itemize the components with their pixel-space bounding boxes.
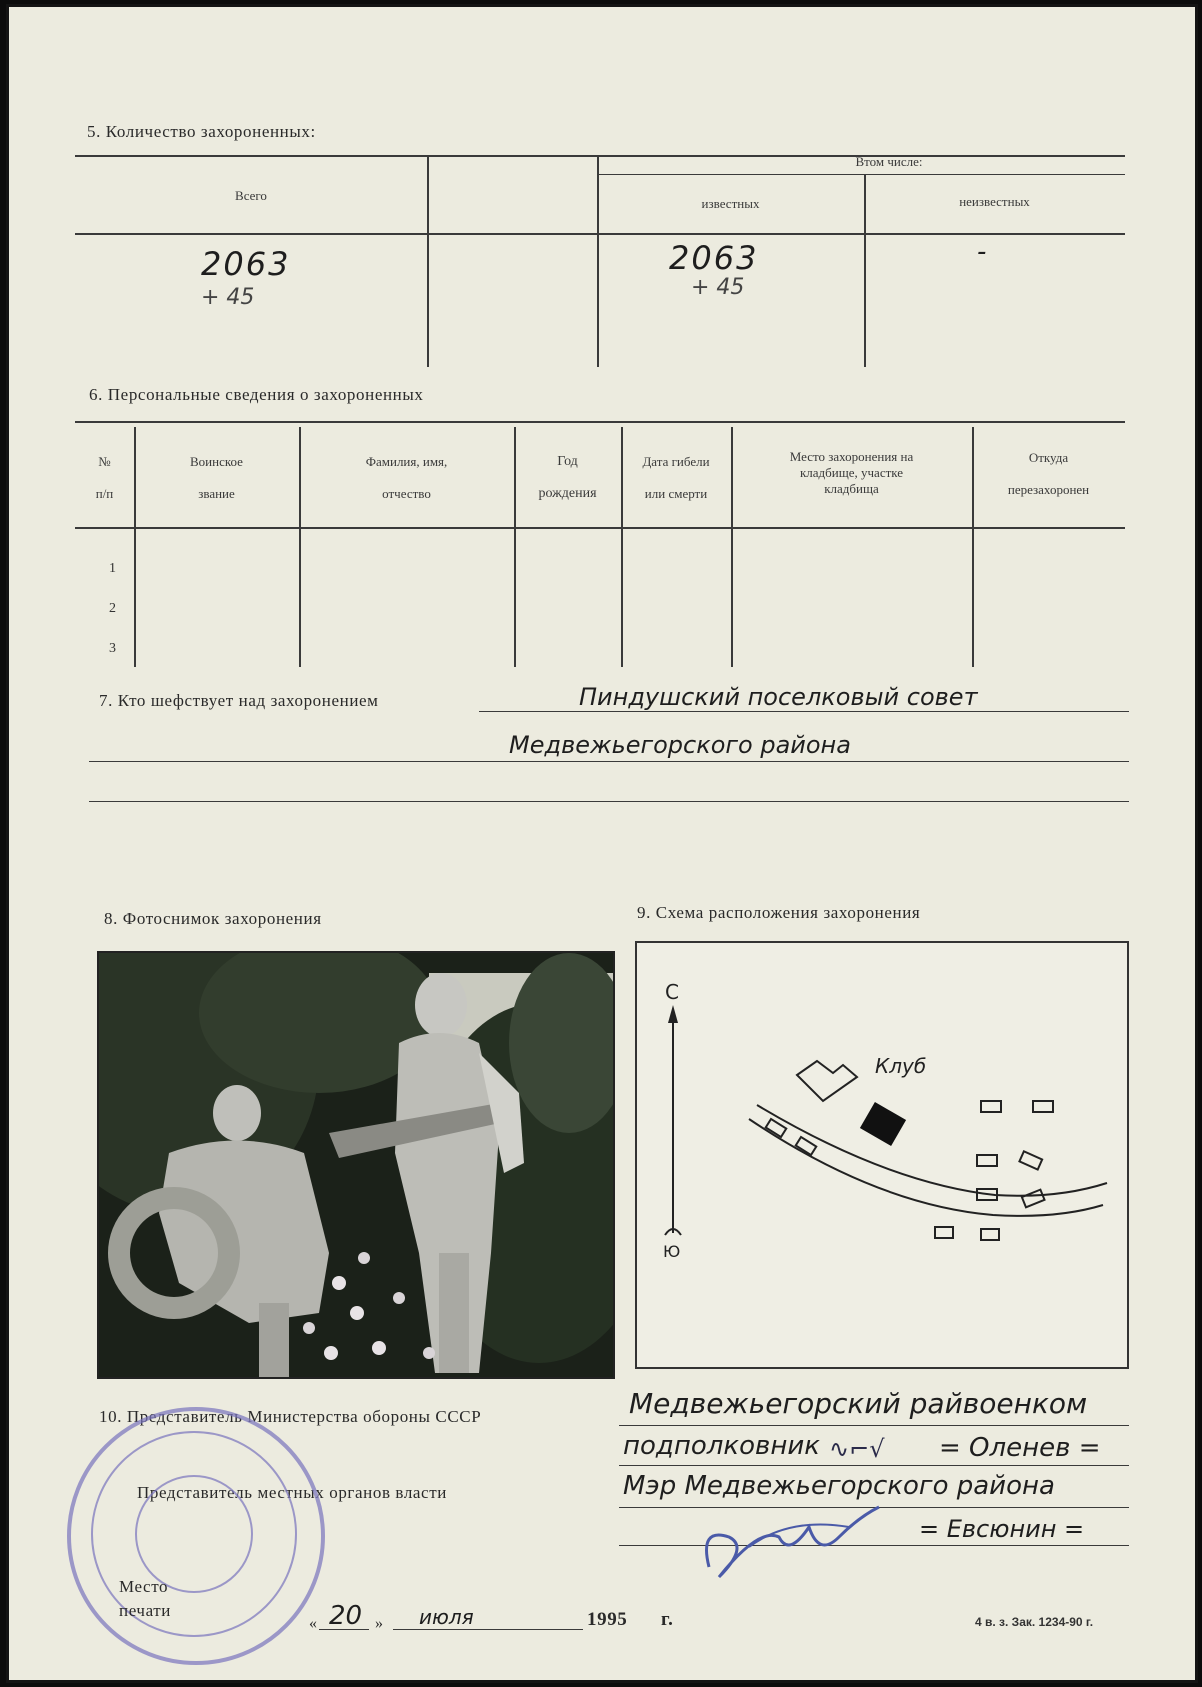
local-line-1: Мэр Медвежьегорского района bbox=[623, 1471, 1055, 1501]
section7-label: 7. Кто шефствует над захоронением bbox=[99, 691, 379, 710]
patron-line-2: Медвежьегорского района bbox=[509, 731, 851, 759]
mod-representative-label: 10. Представитель Министерства обороны СССР bbox=[99, 1407, 482, 1426]
row-number-3: 3 bbox=[109, 641, 116, 656]
north-label: С bbox=[665, 980, 679, 1004]
date-month: июля bbox=[419, 1605, 474, 1629]
official-seal-icon bbox=[67, 1407, 325, 1665]
mod-underline-1 bbox=[619, 1425, 1129, 1426]
total-value: 2063 bbox=[201, 245, 291, 283]
unknown-value: - bbox=[977, 237, 987, 267]
mod-name: = Оленев = bbox=[939, 1433, 1101, 1463]
col-known-header: известных bbox=[701, 196, 760, 211]
table5-group-line bbox=[597, 174, 1125, 175]
mod-line-2: подполковник bbox=[623, 1431, 820, 1461]
date-day-underline bbox=[319, 1629, 369, 1630]
col-origin-header: Откуда перезахоронен bbox=[1007, 450, 1090, 497]
known-extra: + 45 bbox=[691, 275, 745, 300]
south-label: Ю bbox=[663, 1242, 681, 1261]
col-rank-header: Воинское звание bbox=[190, 454, 243, 501]
mod-line-1: Медвежьегорский райвоенком bbox=[629, 1387, 1088, 1420]
table6-header-line bbox=[75, 527, 1125, 529]
table5-vline-1 bbox=[427, 155, 429, 367]
section9-title: 9. Схема расположения захоронения bbox=[637, 903, 921, 922]
print-info: 4 в. з. Зак. 1234-90 г. bbox=[975, 1615, 1094, 1629]
date-month-underline bbox=[393, 1629, 583, 1630]
section6-title: 6. Персональные сведения о захороненных bbox=[89, 385, 424, 404]
form-page bbox=[6, 4, 1198, 1683]
col-place-header: Место захоронения на кладбище, участке кладбища bbox=[789, 449, 914, 496]
local-representative-label: Представитель местных органов власти bbox=[137, 1483, 447, 1502]
memorial-statue-image bbox=[99, 953, 613, 1377]
row-number-2: 2 bbox=[109, 601, 116, 616]
mod-signature-icon: ∿⌐√ bbox=[829, 1435, 885, 1463]
patron-line-1: Пиндушский поселковый совет bbox=[579, 683, 978, 711]
known-value: 2063 bbox=[669, 239, 759, 277]
mod-underline-2 bbox=[619, 1465, 1129, 1466]
local-name: = Евсюнин = bbox=[919, 1515, 1085, 1543]
patron-underline-1 bbox=[479, 711, 1129, 712]
col-total-header: Всего bbox=[235, 188, 267, 203]
date-suffix: г. bbox=[661, 1609, 674, 1630]
patron-underline-2 bbox=[89, 761, 1129, 762]
patron-underline-3 bbox=[89, 801, 1129, 802]
scheme-drawing bbox=[637, 943, 1127, 1367]
col-unknown-header: неизвестных bbox=[959, 194, 1030, 209]
date-open-quote: « bbox=[309, 1615, 317, 1632]
table6-top-line bbox=[75, 421, 1125, 423]
club-label: Клуб bbox=[875, 1054, 927, 1078]
mayor-signature-icon bbox=[689, 1497, 889, 1587]
col-birth-header: Год рождения bbox=[538, 454, 597, 501]
section5-title: 5. Количество захороненных: bbox=[87, 122, 316, 141]
total-extra: + 45 bbox=[201, 285, 255, 310]
table5-header-line bbox=[75, 233, 1125, 235]
seal-place-label: Место печати bbox=[119, 1577, 172, 1620]
col-num-header: № п/п bbox=[95, 454, 114, 501]
burial-photo bbox=[97, 951, 615, 1379]
section8-title: 8. Фотоснимок захоронения bbox=[104, 909, 322, 928]
col-death-header: Дата гибели или смерти bbox=[642, 454, 710, 501]
col-group-header: Втом числе: bbox=[855, 154, 923, 169]
row-number-1: 1 bbox=[109, 561, 116, 576]
col-name-header: Фамилия, имя, отчество bbox=[365, 454, 448, 501]
table5-vline-2 bbox=[597, 155, 599, 367]
burial-location-scheme bbox=[635, 941, 1129, 1369]
date-close-quote: » bbox=[375, 1615, 383, 1632]
date-year: 1995 bbox=[587, 1609, 628, 1630]
date-day: 20 bbox=[329, 1601, 363, 1631]
